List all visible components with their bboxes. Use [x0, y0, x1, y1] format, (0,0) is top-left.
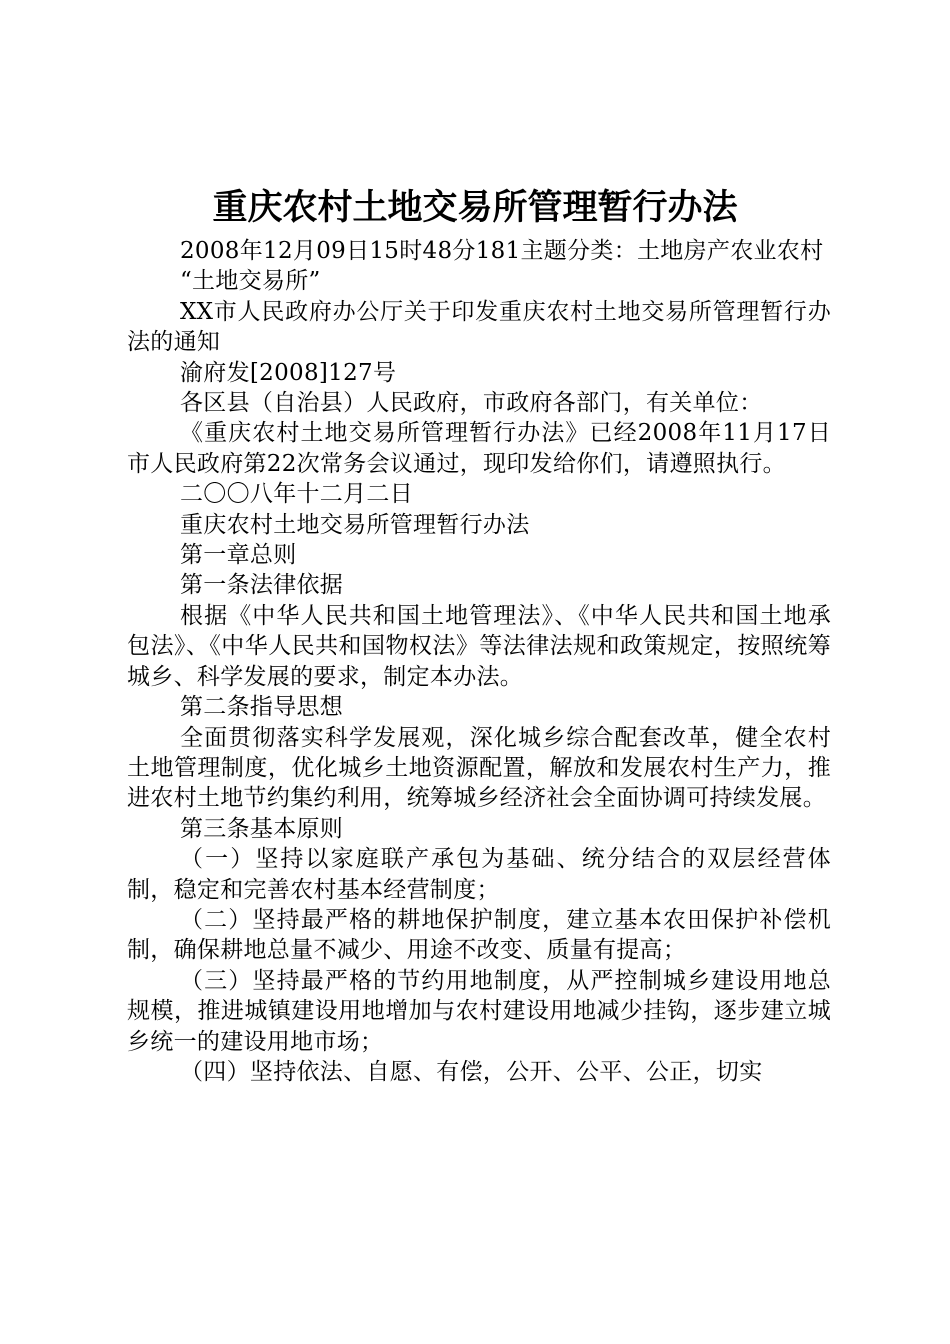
principle-item: （一）坚持以家庭联产承包为基础、统分结合的双层经营体制，稳定和完善农村基本经营制度；: [127, 846, 831, 903]
notice-body: 《重庆农村土地交易所管理暂行办法》已经2008年11月17日市人民政府第22次常务会议通过，现印发给你们，请遵照执行。: [127, 420, 831, 477]
measures-title: 重庆农村土地交易所管理暂行办法: [180, 511, 530, 538]
addressee: 各区县（自治县）人民政府，市政府各部门，有关单位：: [180, 390, 763, 417]
article-heading: 第二条指导思想: [180, 694, 344, 721]
article-heading: 第一条法律依据: [180, 572, 344, 599]
chapter-heading: 第一章总则: [180, 542, 297, 569]
article-heading: 第三条基本原则: [180, 815, 344, 842]
keyword-line: “土地交易所”: [180, 268, 321, 295]
principle-item: （二）坚持最严格的耕地保护制度，建立基本农田保护补偿机制，确保耕地总量不减少、用途不改变、质量有提高；: [127, 906, 831, 964]
document-body: [127, 236, 831, 1087]
article-body: 根据《中华人民共和国土地管理法》、《中华人民共和国土地承包法》、《中华人民共和国物权法》等法律法规和政策规定，按照统筹城乡、科学发展的要求，制定本办法。: [127, 602, 831, 690]
notice-title: XX市人民政府办公厅关于印发重庆农村土地交易所管理暂行办法的通知: [127, 298, 831, 356]
document-number: 渝府发[2008]127号: [180, 359, 397, 386]
document-title: 重庆农村土地交易所管理暂行办法: [212, 188, 738, 228]
notice-date: 二〇〇八年十二月二日: [180, 481, 413, 508]
meta-line: 2008年12月09日15时48分181主题分类：土地房产农业农村: [180, 238, 824, 264]
principle-item: （四）坚持依法、自愿、有偿，公开、公平、公正，切实: [180, 1058, 763, 1085]
article-body: 全面贯彻落实科学发展观，深化城乡综合配套改革，健全农村土地管理制度，优化城乡土地资源配置，解放和发展农村生产力，推进农村土地节约集约利用，统筹城乡经济社会全面协调可持续发展。: [127, 724, 831, 812]
principle-item: （三）坚持最严格的节约用地制度，从严控制城乡建设用地总规模，推进城镇建设用地增加与农村建设用地减少挂钩，逐步建立城乡统一的建设用地市场；: [127, 967, 831, 1055]
